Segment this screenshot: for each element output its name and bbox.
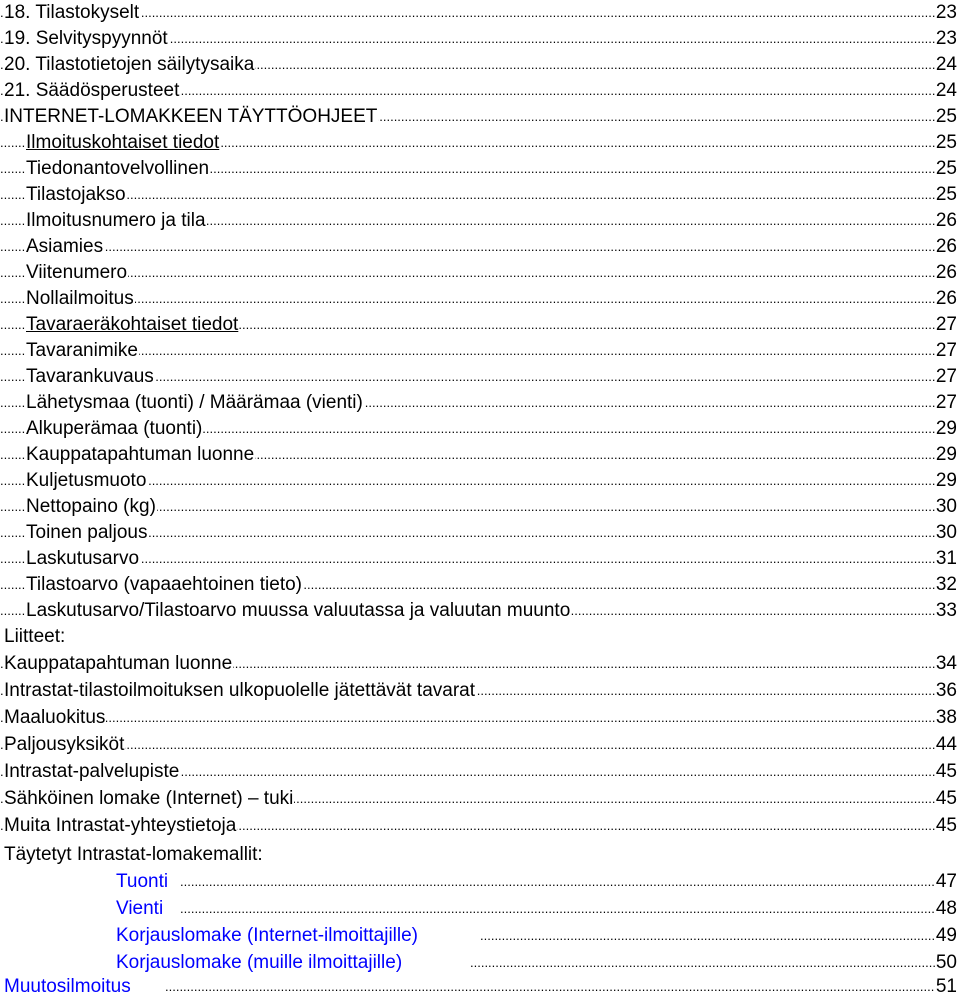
toc-entry[interactable] [0,338,960,364]
toc-entry-page: 29 [935,416,957,442]
toc-entry-page: 45 [935,786,957,812]
toc-entry-title: Intrastat-tilastoilmoituksen ulkopuolelle jätettävät tavarat [4,678,476,704]
form-entry[interactable] [0,950,960,976]
toc-entry-title: Paljousyksiköt [4,732,125,758]
dot-leader [0,234,957,260]
toc-entry[interactable] [0,546,960,572]
toc-entry[interactable] [0,286,960,312]
toc-entry-page: 32 [935,572,957,598]
toc-entry-page: 45 [935,813,957,839]
toc-entry-page: 27 [935,312,957,338]
toc-entry-title: Tilastojakso [26,182,127,208]
attachment-entry[interactable] [0,705,960,731]
toc-entry-title: Nettopaino (kg) [26,494,157,520]
toc-entry-page: 27 [935,390,957,416]
dot-leader [0,732,957,758]
toc-entry-page: 38 [935,705,957,731]
toc-entry-page: 25 [935,104,957,130]
toc-entry-page: 27 [935,338,957,364]
toc-entry-title: Tilastoarvo (vapaaehtoinen tieto) [26,572,303,598]
toc-entry-title: Ilmoitusnumero ja tila [26,208,207,234]
toc-entry[interactable] [0,494,960,520]
toc-entry[interactable] [0,156,960,182]
dot-leader [0,286,957,312]
toc-entry-page: 30 [935,520,957,546]
toc-entry-page: 27 [935,364,957,390]
attachment-entry[interactable] [0,678,960,704]
toc-entry-page: 23 [935,0,957,26]
toc-entry-title: Ilmoituskohtaiset tiedot [26,130,220,156]
toc-entry-title: Asiamies [26,234,104,260]
toc-entry-title: Maaluokitus [4,705,106,731]
toc-entry-title: Laskutusarvo [26,546,140,572]
toc-entry-page: 24 [935,78,957,104]
dot-leader [0,260,957,286]
toc-entry-page: 25 [935,130,957,156]
toc-entry-title: Alkuperämaa (tuonti) [26,416,203,442]
forms-heading: Täytetyt Intrastat-lomakemallit: [4,844,263,865]
toc-entry-page: 45 [935,759,957,785]
toc-entry-title: Kauppatapahtuman luonne [26,442,255,468]
toc-entry[interactable] [0,182,960,208]
toc-entry-title: Muutosilmoitus [4,974,132,1000]
toc-entry[interactable] [0,520,960,546]
attachment-entry[interactable] [0,732,960,758]
toc-entry-page: 51 [935,974,957,1000]
toc-entry[interactable] [0,234,960,260]
toc-entry[interactable] [0,598,960,624]
toc-entry-19[interactable] [0,26,960,52]
toc-entry-page: 26 [935,234,957,260]
toc-entry[interactable] [0,312,960,338]
dot-leader [165,974,957,1000]
toc-entry-title: Lähetysmaa (tuonti) / Määrämaa (vienti) [26,390,364,416]
toc-entry-title: Kuljetusmuoto [26,468,147,494]
toc-entry-page: 47 [935,869,957,895]
attachment-entry[interactable] [0,759,960,785]
dot-leader [0,0,957,26]
toc-entry[interactable] [0,260,960,286]
toc-entry-title: 19. Selvityspyynnöt [4,26,169,52]
toc-entry-page: 30 [935,494,957,520]
toc-entry-page: 29 [935,468,957,494]
dot-leader [0,546,957,572]
form-entry[interactable] [0,896,960,922]
toc-entry-page: 44 [935,732,957,758]
toc-entry-page: 49 [935,923,957,949]
dot-leader [470,950,957,976]
toc-entry-title: Tavaranimike [26,338,139,364]
dot-leader [480,923,957,949]
toc-entry-title: Tavarankuvaus [26,364,155,390]
dot-leader [180,896,957,922]
toc-entry-title: Korjauslomake (Internet-ilmoittajille) [116,923,419,949]
toc-entry-internet-form[interactable] [0,104,960,130]
toc-entry-page: 50 [935,950,957,976]
toc-entry-18[interactable] [0,0,960,26]
toc-entry-title: Vienti [116,896,164,922]
toc-entry-page: 26 [935,286,957,312]
toc-entry-page: 25 [935,156,957,182]
toc-entry-title: Viitenumero [26,260,128,286]
toc-entry-title: Nollailmoitus [26,286,135,312]
dot-leader [0,338,957,364]
toc-entry-page: 33 [935,598,957,624]
toc-entry-title: 18. Tilastokyselt [4,0,140,26]
toc-entry[interactable] [0,468,960,494]
form-entry[interactable] [0,923,960,949]
toc-entry[interactable] [0,208,960,234]
toc-entry[interactable] [0,416,960,442]
toc-entry-page: 36 [935,678,957,704]
toc-entry-20[interactable] [0,52,960,78]
attachments-heading: Liitteet: [4,626,66,647]
toc-entry[interactable] [0,442,960,468]
toc-entry-page: 23 [935,26,957,52]
toc-entry-title: 21. Säädösperusteet [4,78,180,104]
final-entry[interactable] [0,974,960,1000]
toc-entry-title: Sähköinen lomake (Internet) – tuki [4,786,294,812]
toc-entry-page: 34 [935,651,957,677]
toc-entry-title: Toinen paljous [26,520,148,546]
toc-entry[interactable] [0,364,960,390]
toc-entry-title: Tiedonantovelvollinen [26,156,210,182]
toc-entry-title: Muita Intrastat-yhteystietoja [4,813,237,839]
toc-entry-page: 26 [935,208,957,234]
attachment-entry[interactable] [0,786,960,812]
toc-entry-title: Intrastat-palvelupiste [4,759,180,785]
toc-entry-title: INTERNET-LOMAKKEEN TÄYTTÖOHJEET [4,104,378,130]
toc-entry-title: 20. Tilastotietojen säilytysaika [4,52,255,78]
toc-entry-title: Korjauslomake (muille ilmoittajille) [116,950,403,976]
dot-leader [0,705,957,731]
toc-entry[interactable] [0,572,960,598]
toc-entry-page: 26 [935,260,957,286]
toc-entry-title: Kauppatapahtuman luonne [4,651,233,677]
dot-leader [0,182,957,208]
toc-entry[interactable] [0,130,960,156]
toc-entry-21[interactable] [0,78,960,104]
toc-entry-title: Laskutusarvo/Tilastoarvo muussa valuutassa ja valuutan muunto [26,598,571,624]
toc-entry-page: 24 [935,52,957,78]
toc-entry-page: 48 [935,896,957,922]
attachment-entry[interactable] [0,651,960,677]
toc-entry[interactable] [0,390,960,416]
form-entry[interactable] [0,869,960,895]
toc-entry-page: 25 [935,182,957,208]
toc-entry-title: Tuonti [116,869,169,895]
attachment-entry[interactable] [0,813,960,839]
dot-leader [180,869,957,895]
toc-entry-page: 31 [935,546,957,572]
toc-entry-page: 29 [935,442,957,468]
toc-entry-title: Tavaraeräkohtaiset tiedot [26,312,239,338]
